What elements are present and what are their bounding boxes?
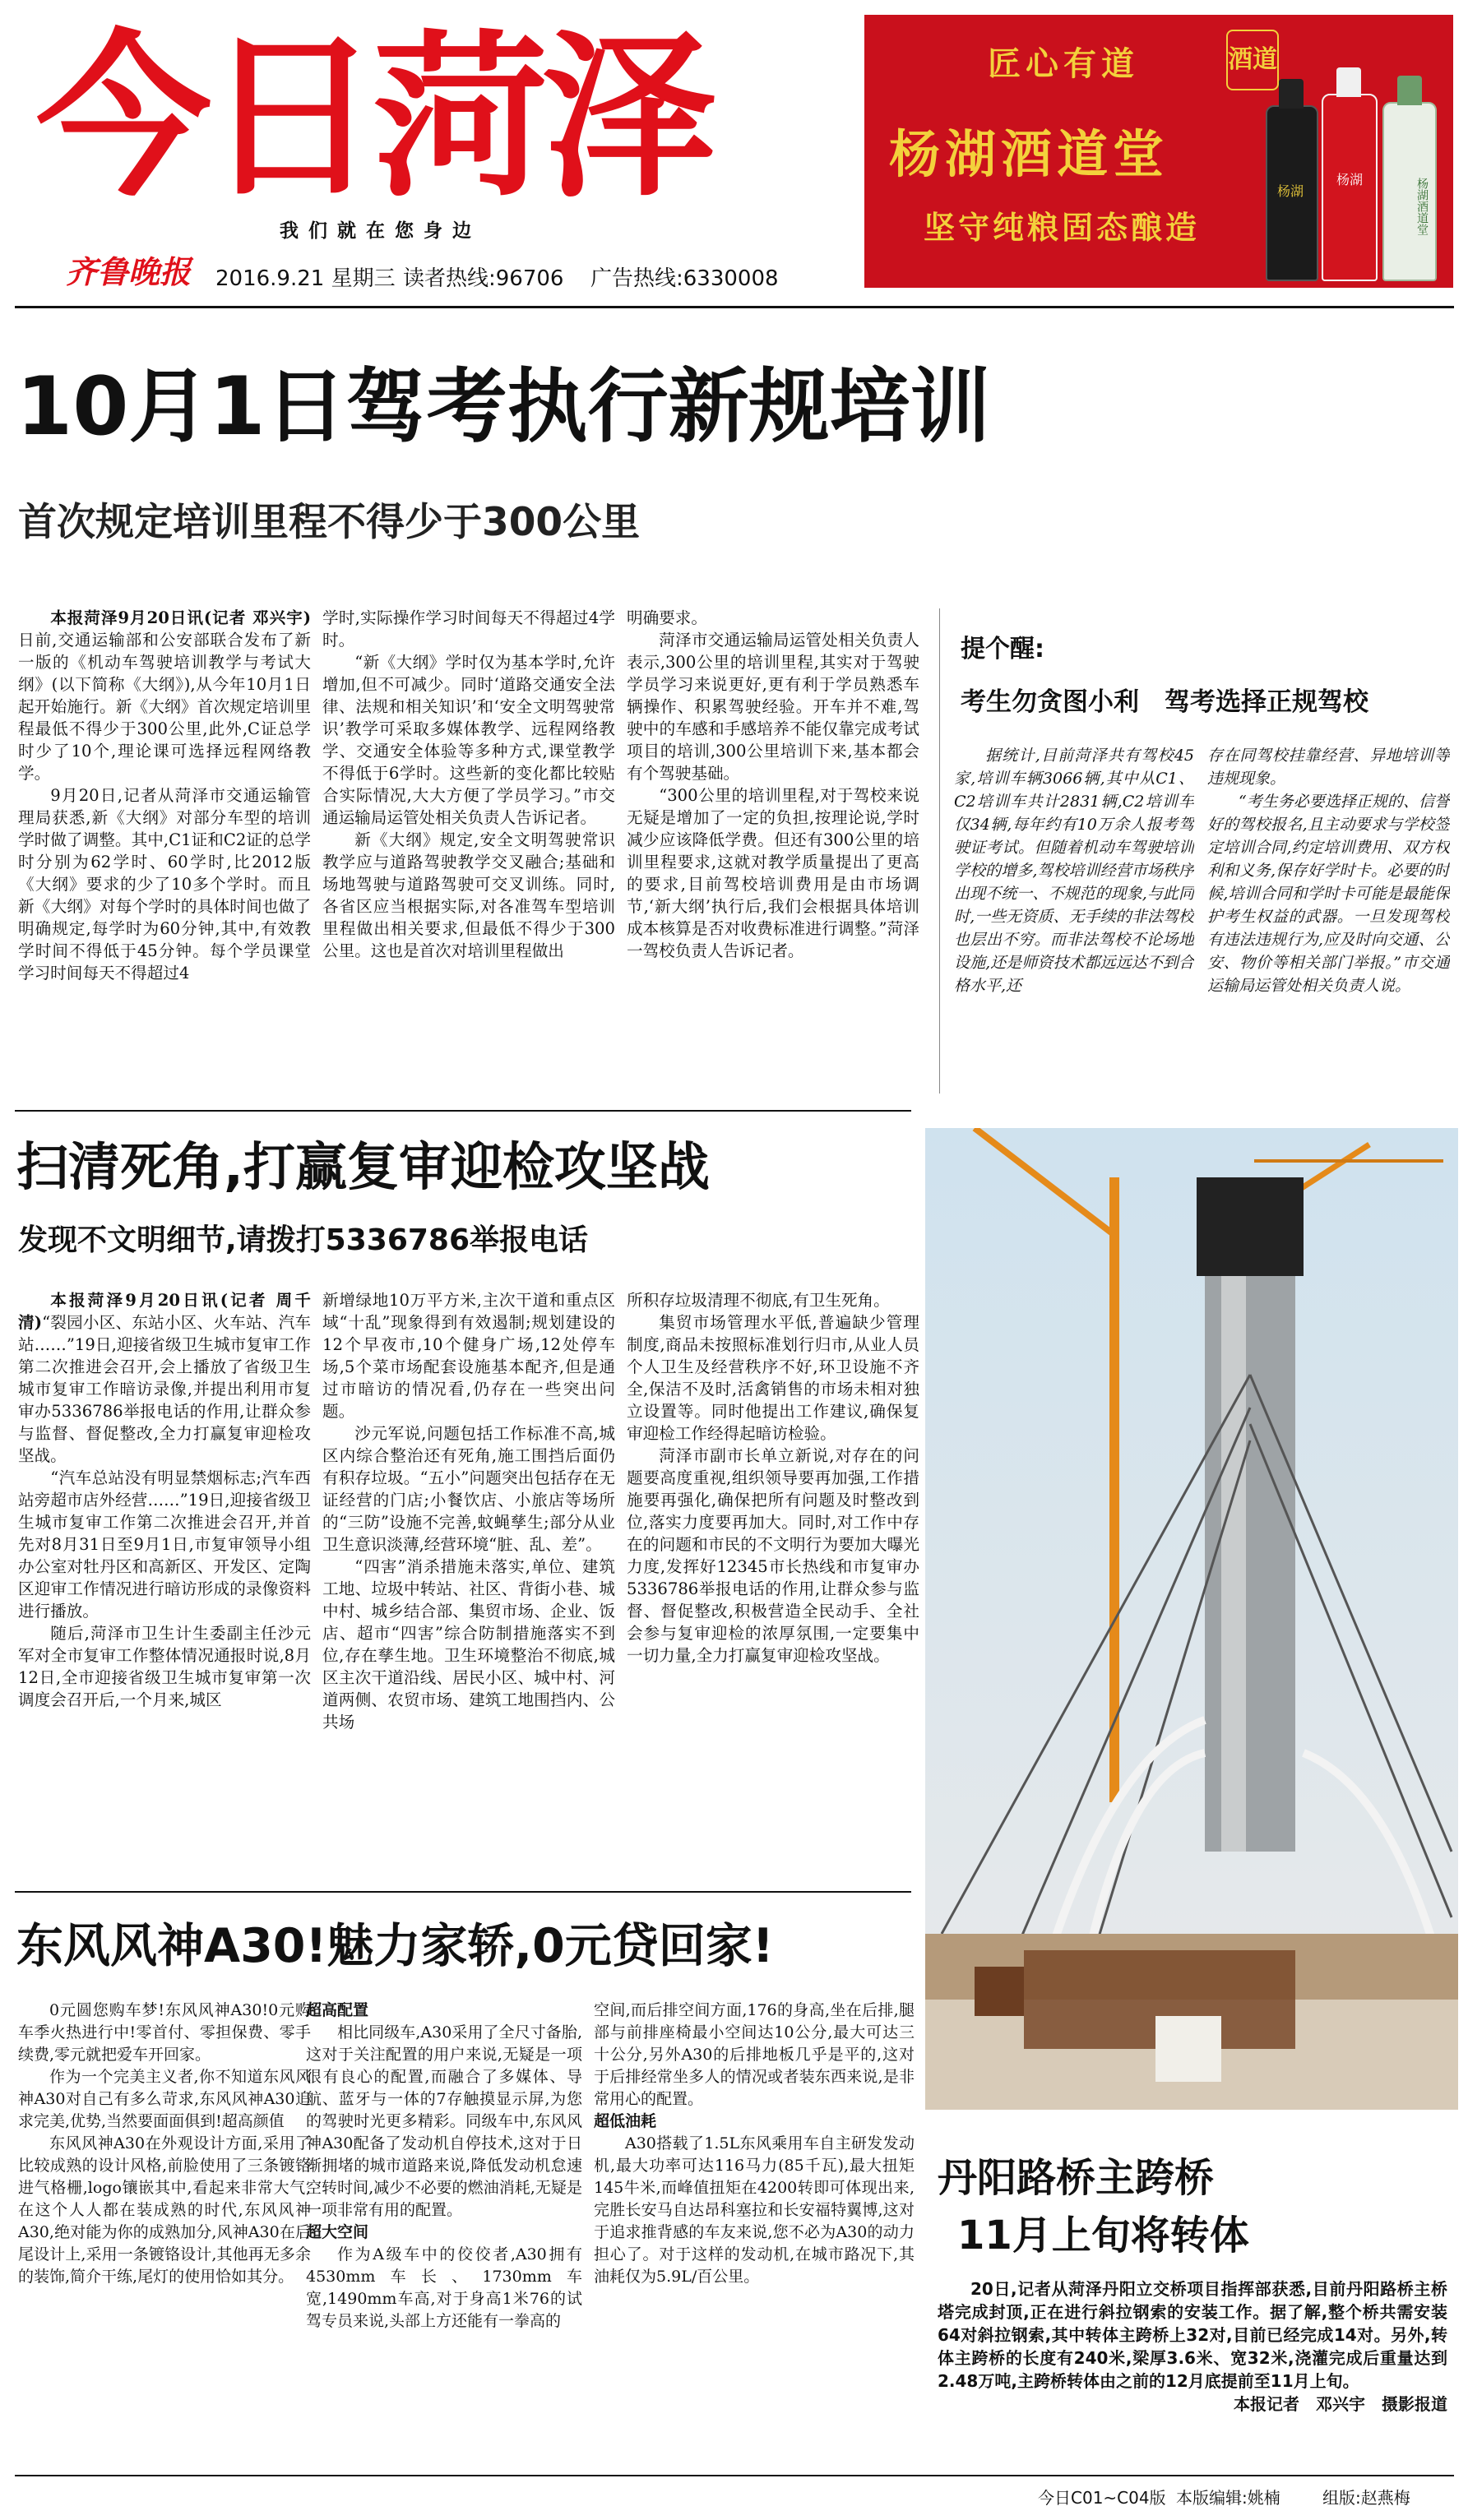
story1-paragraph: “300公里的培训里程,对于驾校来说无疑是增加了一定的负担,按理论说,学时减少应该降低学费。但还有300公里的培训里程要求,这就对教学质量提出了更高的要求,目前驾校培训费用是由市场调节,‘新大纲’执行后,我们会根据具体培训成本核算是否对收费标准进行调整。”菏泽一驾校负责人告诉记者。 [627,786,919,960]
story3-subheading: 超低油耗 [594,2112,657,2130]
masthead-title: 今日菏泽 [36,14,711,220]
story3-subheading: 超大空间 [306,2223,369,2241]
story2-paragraph: “裂园小区、东站小区、火车站、汽车站……”19日,迎接省级卫生城市复审工作第二次推进会召开,会上播放了省级卫生城市复审工作暗访录像,并提出利用市复审办5336786举报电话的作用,让群众参与监督、督促整改,全力打赢复审迎检攻坚战。 [18,1313,311,1465]
story4-body [938,2277,1447,2475]
bottle-black-icon [1266,105,1318,281]
story3-subheading: 超高配置 [306,2001,369,2019]
story3-paragraph: A30搭载了1.5L东风乘用车自主研发发动机,最大功率可达116马力(85千瓦),最大扭矩145牛米,而峰值扭矩在4200转即可体现出来,完胜长安马自达昂科塞拉和长安福特翼博,这对于追求推背感的车友来说,您不必为A30的动力担心了。对于这样的发动机,在城市路况下,其油耗仅为5.9L/百公里。 [594,2134,915,2286]
ad-slogan-bottom: 坚守纯粮固态酿造 [924,209,1201,246]
bridge-photo [925,1128,1458,2110]
ad-slogan-top: 匠心有道 [988,44,1139,83]
footer-layout: 组版:赵燕梅 [1322,2488,1410,2508]
story3-col2 [306,2000,582,2460]
story1-paragraph: “新《大纲》学时仅为基本学时,允许增加,但不可减少。同时‘道路交通安全法律、法规和相关知识’和‘安全文明驾驶常识’教学可采取多媒体教学、远程网络教学、交通安全体验等多种方式,课堂教学不得低于6学时。这些新的变化都比较贴合实际情况,大大方便了学员学习。”市交通运输局运管处相关负责人告诉记者。 [322,653,615,827]
story1-headline: 10月1日驾考执行新规培训 [16,360,991,454]
ad-hotline: 广告热线:6330008 [590,266,779,291]
ad-brand: 杨湖酒道堂 [889,124,1169,184]
story2-subhead: 发现不文明细节,请拨打5336786举报电话 [18,1223,589,1257]
story2-paragraph: 沙元军说,问题包括工作标准不高,城区内综合整治还有死角,施工围挡后面仍有积存垃圾。“五小”问题突出包括存在无证经营的门店;小餐饮店、小旅店等场所的“三防”设施不完善,蚊蝇孳生;部分从业卫生意识淡薄,经营环境“脏、乱、差”。 [322,1424,615,1554]
tip-col1 [954,744,1194,1089]
story1-paragraph: 学时,实际操作学习时间每天不得超过4学时。 [322,608,615,650]
story4-paragraph: 20日,记者从菏泽丹阳立交桥项目指挥部获悉,目前丹阳路桥主桥塔完成封顶,正在进行斜拉钢索的安装工作。据了解,整个桥共需安装64对斜拉钢索,其中转体主跨桥上32对,目前已经完成14对。另外,转体主跨桥的长度有240米,梁厚3.6米、宽32米,浇灌完成后重量达到2.48万吨,主跨桥转体由之前的12月底提前至11月上旬。 [938,2279,1447,2391]
story2-col1 [18,1289,311,1885]
story2-paragraph: 集贸市场管理水平低,普遍缺少管理制度,商品未按照标准划行归市,从业人员个人卫生及经营秩序不好,环卫设施不齐全,保洁不及时,活禽销售的市场未相对独立设置等。同时他提出工作建议,确保复审迎检工作经得起暗访检验。 [627,1313,919,1443]
story2-paragraph: 所积存垃圾清理不彻底,有卫生死角。 [627,1291,890,1310]
bottle-white-icon [1382,102,1437,281]
footer-section: 今日C01~C04版 [1038,2488,1166,2508]
story3-paragraph: 0元圆您购车梦!东风风神A30!0元购车季火热进行中!零首付、零担保费、零手续费,零元就把爱车开回家。 [18,2001,311,2064]
tip-title: 提个醒: [961,635,1044,664]
story1-col3 [627,607,919,1100]
tip-paragraph: 存在同驾校挂靠经营、异地培训等违规现象。 [1207,747,1450,788]
story1-paragraph: 菏泽市交通运输局运管处相关负责人表示,300公里的培训里程,其实对于驾驶学员学习来说更好,更有利于学员熟悉车辆操作、积累驾驶经验。开车并不难,驾驶中的车感和手感培养不能仅靠完成考试项目的培训,300公里培训下来,基本都会有个驾驶基础。 [627,631,919,783]
story3-paragraph: 东风风神A30在外观设计方面,采用了比较成熟的设计风格,前脸使用了三条镀铬进气格栅,logo镶嵌其中,看起来非常大气,在这个人人都在装成熟的时代,东风风神A30,绝对能为你的成熟加分,风神A30在后尾设计上,采用一条镀铬设计,其他再无多余的装饰,简介干练,尾灯的使用恰如其分。 [18,2134,311,2286]
section-rule [15,1110,911,1112]
story1-paragraph: 日前,交通运输部和公安部联合发布了新一版的《机动车驾驶培训教学与考试大纲》(以下简称《大纲》),从今年10月1日起开始施行。新《大纲》首次规定培训里程最低不得少于300公里,此外,C证总学时少了10个,理论课可选择远程网络教学。 [18,631,311,783]
story2-paragraph: 菏泽市副市长单立新说,对存在的问题要高度重视,组织领导要再加强,工作措施要再强化,确保把所有问题及时整改到位,落实力度要再加大。同时,对工作中存在的问题和市民的不文明行为要加大曝光力度,发挥好12345市长热线和市复审办5336786举报电话的作用,让群众参与监督、督促整改,积极营造全民动手、全社会参与复审迎检的浓厚氛围,一定要集中一切力量,全力打赢复审迎检攻坚战。 [627,1446,919,1665]
story1-paragraph: 9月20日,记者从菏泽市交通运输管理局获悉,新《大纲》对部分车型的培训学时做了调整。其中,C1证和C2证的总学时分别为62学时、60学时,比2012版《大纲》要求的少了10多个学时。而且新《大纲》对每个学时的具体时间也做了明确规定,每学时为60分钟,其中,有效教学时间不得低于45分钟。每个学员课堂学习时间每天不得超过4 [18,786,311,983]
bottle-label: 杨湖酒道堂 [1415,178,1429,235]
tip-divider [939,608,940,1094]
bottle-label: 杨湖 [1276,183,1304,199]
story2-paragraph: “四害”消杀措施未落实,单位、建筑工地、垃圾中转站、社区、背街小巷、城中村、城乡结合部、集贸市场、企业、饭店、超市“四害”综合防制措施落实不到位,存在孳生地。卫生环境整治不彻底,城区主次干道沿线、居民小区、城中村、河道两侧、农贸市场、建筑工地围挡内、公共场 [322,1557,615,1732]
section-rule [15,1891,911,1893]
photo-credit: 本报记者 邓兴宇 摄影报道 [1234,2394,1447,2414]
story4-headline-line1: 丹阳路桥主跨桥 [938,2155,1215,2201]
tip-col2 [1207,744,1450,1089]
story2-headline: 扫清死角,打赢复审迎检攻坚战 [16,1137,710,1197]
story2-col3 [627,1289,919,1885]
story3-col1 [18,2000,311,2460]
paper-logo: 齐鲁晚报 [66,253,192,290]
footer-editor: 本版编辑:姚楠 [1176,2488,1280,2508]
story2-dateline: 本报菏泽9月20日讯(记者 周千清) [18,1291,311,1332]
tip-paragraph: “考生务必要选择正规的、信誉好的驾校报名,且主动要求与学校签定培训合同,约定培训费用、双方权利和义务,保存好学时卡。必要的时候,培训合同和学时卡可能是最能保护考生权益的武器。一旦发现驾校有违法违规行为,应及时向交通、公安、物价等相关部门举报。”市交通运输局运管处相关负责人说。 [1207,793,1450,995]
ad-seal: 酒道 [1226,30,1279,90]
story3-headline: 东风风神A30!魅力家轿,0元贷回家! [16,1919,774,1973]
story2-paragraph: “汽车总站没有明显禁烟标志;汽车西站旁超市店外经营……”19日,迎接省级卫生城市复审工作第二次推进会召开,并首先对8月31日至9月1日,市复审领导小组办公室对牡丹区和高新区、开发区、定陶区迎审工作情况进行暗访形成的录像资料进行播放。 [18,1468,311,1621]
story2-paragraph: 随后,菏泽市卫生计生委副主任沙元军对全市复审工作整体情况通报时说,8月12日,全市迎接省级卫生城市复审第一次调度会召开后,一个月来,城区 [18,1624,311,1709]
story3-paragraph: 相比同级车,A30采用了全尺寸备胎,这对于关注配置的用户来说,无疑是一项很有良心的配置,而融合了多媒体、导航、蓝牙与一体的7存触摸显示屏,为您的驾驶时光更多精彩。同级车中,东风风神A30配备了发动机自停技术,这对于日渐拥堵的城市道路来说,降低发动机怠速空转时间,减少不必要的燃油消耗,无疑是一项非常有用的配置。 [306,2023,582,2219]
bottle-red-icon [1322,94,1378,281]
reader-hotline: 读者热线:96706 [403,266,564,291]
story2-paragraph: 新增绿地10万平方米,主次干道和重点区域“十乱”现象得到有效遏制;规划建设的12个早夜市,10个健身广场,12处停车场,5个菜市场配套设施基本配齐,但是通过市暗访的情况看,仍存在一些突出问题。 [322,1291,615,1421]
story1-dateline: 本报菏泽9月20日讯(记者 邓兴宇) [50,608,311,627]
masthead-rule [15,306,1454,308]
story3-paragraph: 空间,而后排空间方面,176的身高,坐在后排,腿部与前排座椅最小空间达10公分,最大可达三十公分,另外A30的后排地板几乎是平的,这对于后排经常坐多人的情况或者装东西来说,是非常用心的配置。 [594,2001,915,2108]
story4-headline-line2: 11月上旬将转体 [957,2213,1249,2259]
story1-subhead: 首次规定培训里程不得少于300公里 [18,500,641,545]
tip-paragraph: 据统计,目前菏泽共有驾校45家,培训车辆3066辆,其中从C1、C2培训车共计2831辆,C2培训车仅34辆,每年约有10万余人报考驾驶证考试。但随着机动车驾驶培训学校的增多,驾校培训经营市场秩序出现不统一、不规范的现象,与此同时,一些无资质、无手续的非法驾校也层出不穷。而非法驾校不论场地设施,还是师资技术都远远达不到合格水平,还 [954,747,1194,995]
story3-col3 [594,2000,915,2460]
story1-paragraph: 新《大纲》规定,安全文明驾驶常识教学应与道路驾驶教学交叉融合;基础和场地驾驶与道路驾驶可交叉训练。同时,各省区应当根据实际,对各准驾车型培训里程做出相关要求,但最低不得少于300公里。这也是首次对培训里程做出 [322,830,615,960]
story2-col2 [322,1289,615,1885]
issue-date: 2016.9.21 星期三 [215,266,396,291]
story1-paragraph: 明确要求。 [627,608,707,627]
footer-rule [15,2475,1454,2476]
story1-col1 [18,607,311,1100]
story3-paragraph: 作为一个完美主义者,你不知道东风风神A30对自己有多么苛求,东风风神A30追求完美,优势,当然要面面俱到!超高颜值 [18,2068,311,2130]
story3-paragraph: 作为A级车中的佼佼者,A30拥有4530mm车长、1730mm车宽,1490mm车高,对于身高1米76的试驾专员来说,头部上方还能有一拳高的 [306,2245,582,2330]
story1-col2 [322,607,615,1100]
masthead-slogan: 我 们 就 在 您 身 边 [280,220,474,242]
bottle-label: 杨湖 [1336,172,1363,187]
liquor-ad[interactable] [864,15,1453,288]
tip-headline: 考生勿贪图小利 驾考选择正规驾校 [961,687,1368,717]
